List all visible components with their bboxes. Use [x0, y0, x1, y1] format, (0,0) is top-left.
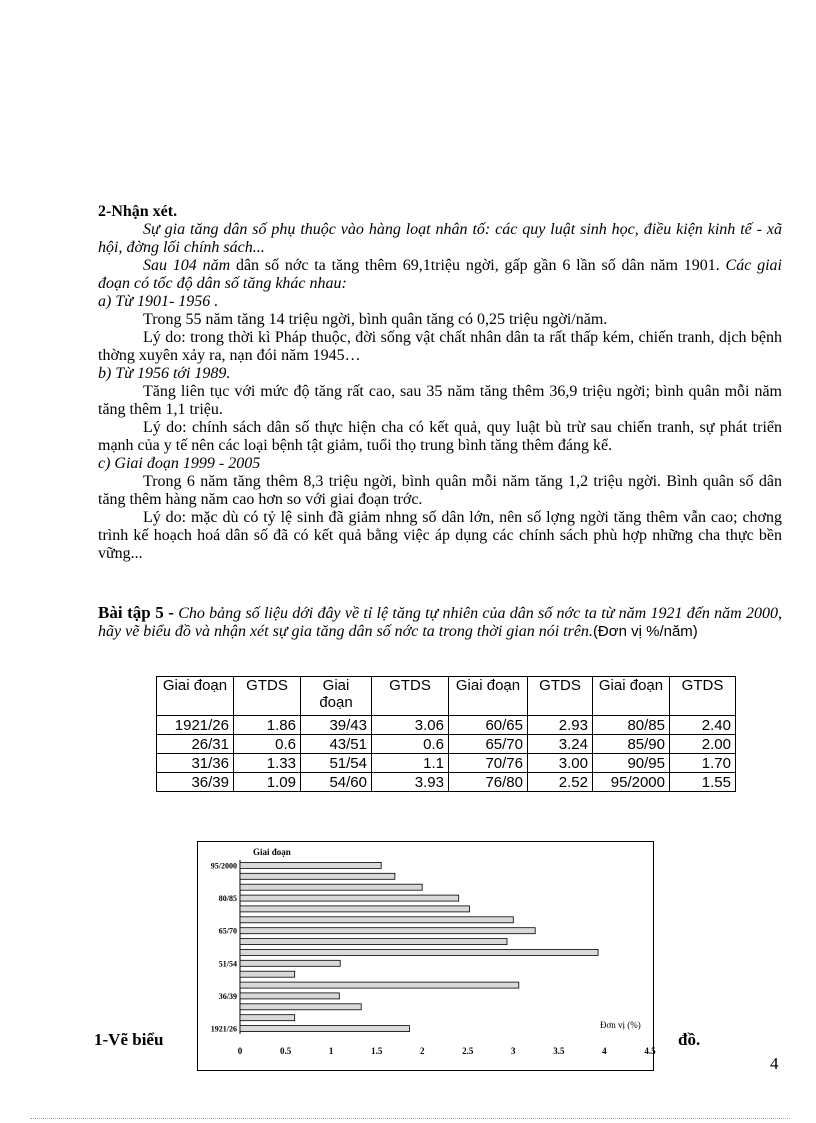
table-cell: 85/90 — [593, 735, 670, 754]
summary-paragraph — [98, 257, 782, 293]
table-header-cell: GTDS — [670, 677, 736, 716]
table-row — [157, 735, 736, 754]
table-cell: 39/43 — [301, 716, 372, 735]
table-cell: 2.93 — [528, 716, 593, 735]
chart-bar — [240, 993, 339, 999]
chart-bar — [240, 1004, 361, 1010]
section-heading: 2-Nhận xét. — [98, 203, 178, 220]
chart-bar — [240, 971, 295, 977]
summary-text: dân số nớc ta tăng thêm 69,1triệu ngời, gấp gần 6 lần số dân năm 1901. — [230, 257, 720, 274]
table-cell: 54/60 — [301, 773, 372, 792]
chart-x-tick-label: 0 — [237, 1046, 243, 1056]
table-row — [157, 754, 736, 773]
growth-rate-table — [156, 676, 736, 792]
chart-bar — [240, 960, 340, 966]
table-header-cell: GTDS — [372, 677, 449, 716]
table-cell: 60/65 — [449, 716, 528, 735]
chart-bar — [240, 928, 535, 934]
chart-x-tick-label: 3.5 — [553, 1046, 565, 1056]
intro-paragraph: Sự gia tăng dân số phụ thuộc vào hàng loạt nhân tố: các quy luật sinh học, điều kiện kinh tế - xã hội, đờng lối chính sách... — [98, 221, 782, 256]
table-cell: 3.00 — [528, 754, 593, 773]
chart-x-axis-label: Đơn vị (%) — [600, 1020, 641, 1030]
chart-bar — [240, 895, 459, 901]
chart-category-label: 80/85 — [218, 894, 237, 904]
table-cell: 80/85 — [593, 716, 670, 735]
period-a-reason: Lý do: trong thời kì Pháp thuộc, đời sống vật chất nhân dân ta rất thấp kém, chiến tranh, dịch bệnh thờng xuyên xảy ra, nạn đói năm 1945… — [98, 329, 782, 364]
exercise-5 — [98, 604, 782, 641]
chart-category-label: 51/54 — [218, 959, 237, 969]
period-c-title: c) Giai đoạn 1999 - 2005 — [98, 455, 261, 472]
growth-chart — [197, 841, 654, 1071]
chart-x-tick-label: 0.5 — [279, 1046, 292, 1056]
chart-x-tick-label: 4 — [602, 1046, 607, 1056]
analysis-section — [98, 203, 782, 563]
chart-category-label: 36/39 — [218, 991, 237, 1001]
table-cell: 76/80 — [449, 773, 528, 792]
table-header-cell: GTDS — [234, 677, 301, 716]
table-cell: 3.93 — [372, 773, 449, 792]
period-a-title: a) Từ 1901- 1956 . — [98, 293, 219, 310]
chart-x-tick-label: 2.5 — [462, 1046, 474, 1056]
exercise-prompt — [98, 604, 782, 641]
exercise-text: Cho bảng số liệu dới đây về tỉ lệ tăng tự nhiên của dân số nớc ta từ năm 1921 đến năm 2000, hãy vẽ biểu đồ và nhận xét sự gia tăng dân số nớc ta trong thời gian nói trên. — [98, 605, 782, 640]
chart-category-label: 65/70 — [218, 926, 237, 936]
footer-divider — [30, 1118, 790, 1119]
table-header-cell: Giai đoạn — [301, 677, 372, 716]
table-cell: 1.1 — [372, 754, 449, 773]
table-cell: 2.40 — [670, 716, 736, 735]
chart-x-tick-label: 3 — [511, 1046, 516, 1056]
table-cell: 1.09 — [234, 773, 301, 792]
summary-lead: Sau 104 năm — [143, 257, 231, 274]
table-cell: 65/70 — [449, 735, 528, 754]
chart-bar — [240, 939, 507, 945]
exercise-title: Bài tập 5 - — [98, 603, 174, 622]
chart-x-tick-label: 1.5 — [371, 1046, 383, 1056]
chart-x-tick-label: 2 — [419, 1046, 425, 1056]
table-cell: 90/95 — [593, 754, 670, 773]
table-cell: 1.86 — [234, 716, 301, 735]
summary-tail: Các giai đoạn có tốc độ dân số tăng khác nhau: — [98, 257, 782, 292]
chart-bar — [240, 1026, 410, 1032]
table-row — [157, 716, 736, 735]
period-a-text: Trong 55 năm tăng 14 triệu ngời, bình quân tăng có 0,25 triệu ngời/năm. — [143, 311, 608, 328]
chart-bar — [240, 862, 381, 868]
table-cell: 3.06 — [372, 716, 449, 735]
table-cell: 2.52 — [528, 773, 593, 792]
chart-bar — [240, 1015, 295, 1021]
table-header-row — [157, 677, 736, 716]
table-cell: 3.24 — [528, 735, 593, 754]
period-b-title: b) Từ 1956 tới 1989. — [98, 365, 231, 382]
table-header-cell: Giai đoạn — [449, 677, 528, 716]
chart-category-label: 95/2000 — [210, 861, 237, 871]
period-c-reason: Lý do: mặc dù có tỷ lệ sinh đã giảm nhng số dân lớn, nên số lợng ngời tăng thêm vẫn cao; chơng trình kế hoạch hoá dân số đã có kết quả bằng việc áp dụng các chính sách phù hợp những cha thực bền vững... — [98, 509, 782, 562]
unit-note: (Đơn vị %/năm) — [592, 623, 698, 640]
chart-x-tick-label: 1 — [328, 1046, 334, 1056]
table-cell: 70/76 — [449, 754, 528, 773]
chart-bar — [240, 884, 422, 890]
table-cell: 1.55 — [670, 773, 736, 792]
page-number: 4 — [770, 1054, 779, 1073]
chart-y-axis-label: Giai đoạn — [253, 847, 291, 857]
table-cell: 2.00 — [670, 735, 736, 754]
table-cell: 26/31 — [157, 735, 234, 754]
period-b-text: Tăng liên tục với mức độ tăng rất cao, sau 35 năm tăng thêm 36,9 triệu ngời; bình quân mỗi năm tăng thêm 1,1 triệu. — [98, 383, 782, 418]
table-header-cell: Giai đoạn — [157, 677, 234, 716]
table-cell: 1.70 — [670, 754, 736, 773]
table-cell: 0.6 — [372, 735, 449, 754]
table-cell: 95/2000 — [593, 773, 670, 792]
chart-bar — [240, 949, 598, 955]
chart-category-label: 1921/26 — [210, 1024, 237, 1034]
table-cell: 43/51 — [301, 735, 372, 754]
period-b-reason: Lý do: chính sách dân số thực hiện cha có kết quả, quy luật bù trừ sau chiến tranh, sự phát triển mạnh của y tế nên các loại bệnh tật giảm, tuổi thọ trung bình tăng thêm đáng kể. — [98, 419, 782, 454]
chart-canvas — [198, 842, 656, 1070]
table-cell: 1921/26 — [157, 716, 234, 735]
chart-bar — [240, 906, 470, 912]
table-cell: 31/36 — [157, 754, 234, 773]
table-cell: 0.6 — [234, 735, 301, 754]
table-cell: 36/39 — [157, 773, 234, 792]
chart-x-tick-label: 4.5 — [644, 1046, 656, 1056]
chart-bar — [240, 873, 395, 879]
period-c-text: Trong 6 năm tăng thêm 8,3 triệu ngời, bình quân mỗi năm tăng 1,2 triệu ngời. Bình quân số dân tăng thêm hàng năm cao hơn so với giai đoạn trớc. — [98, 473, 782, 508]
draw-chart-label: 1-Vẽ biểu — [94, 1030, 164, 1049]
table-cell: 1.33 — [234, 754, 301, 773]
table-cell: 51/54 — [301, 754, 372, 773]
chart-bar — [240, 982, 519, 988]
draw-chart-label-end: đồ. — [678, 1030, 701, 1049]
table-header-cell: Giai đoạn — [593, 677, 670, 716]
table-row — [157, 773, 736, 792]
table-header-cell: GTDS — [528, 677, 593, 716]
chart-bar — [240, 917, 513, 923]
